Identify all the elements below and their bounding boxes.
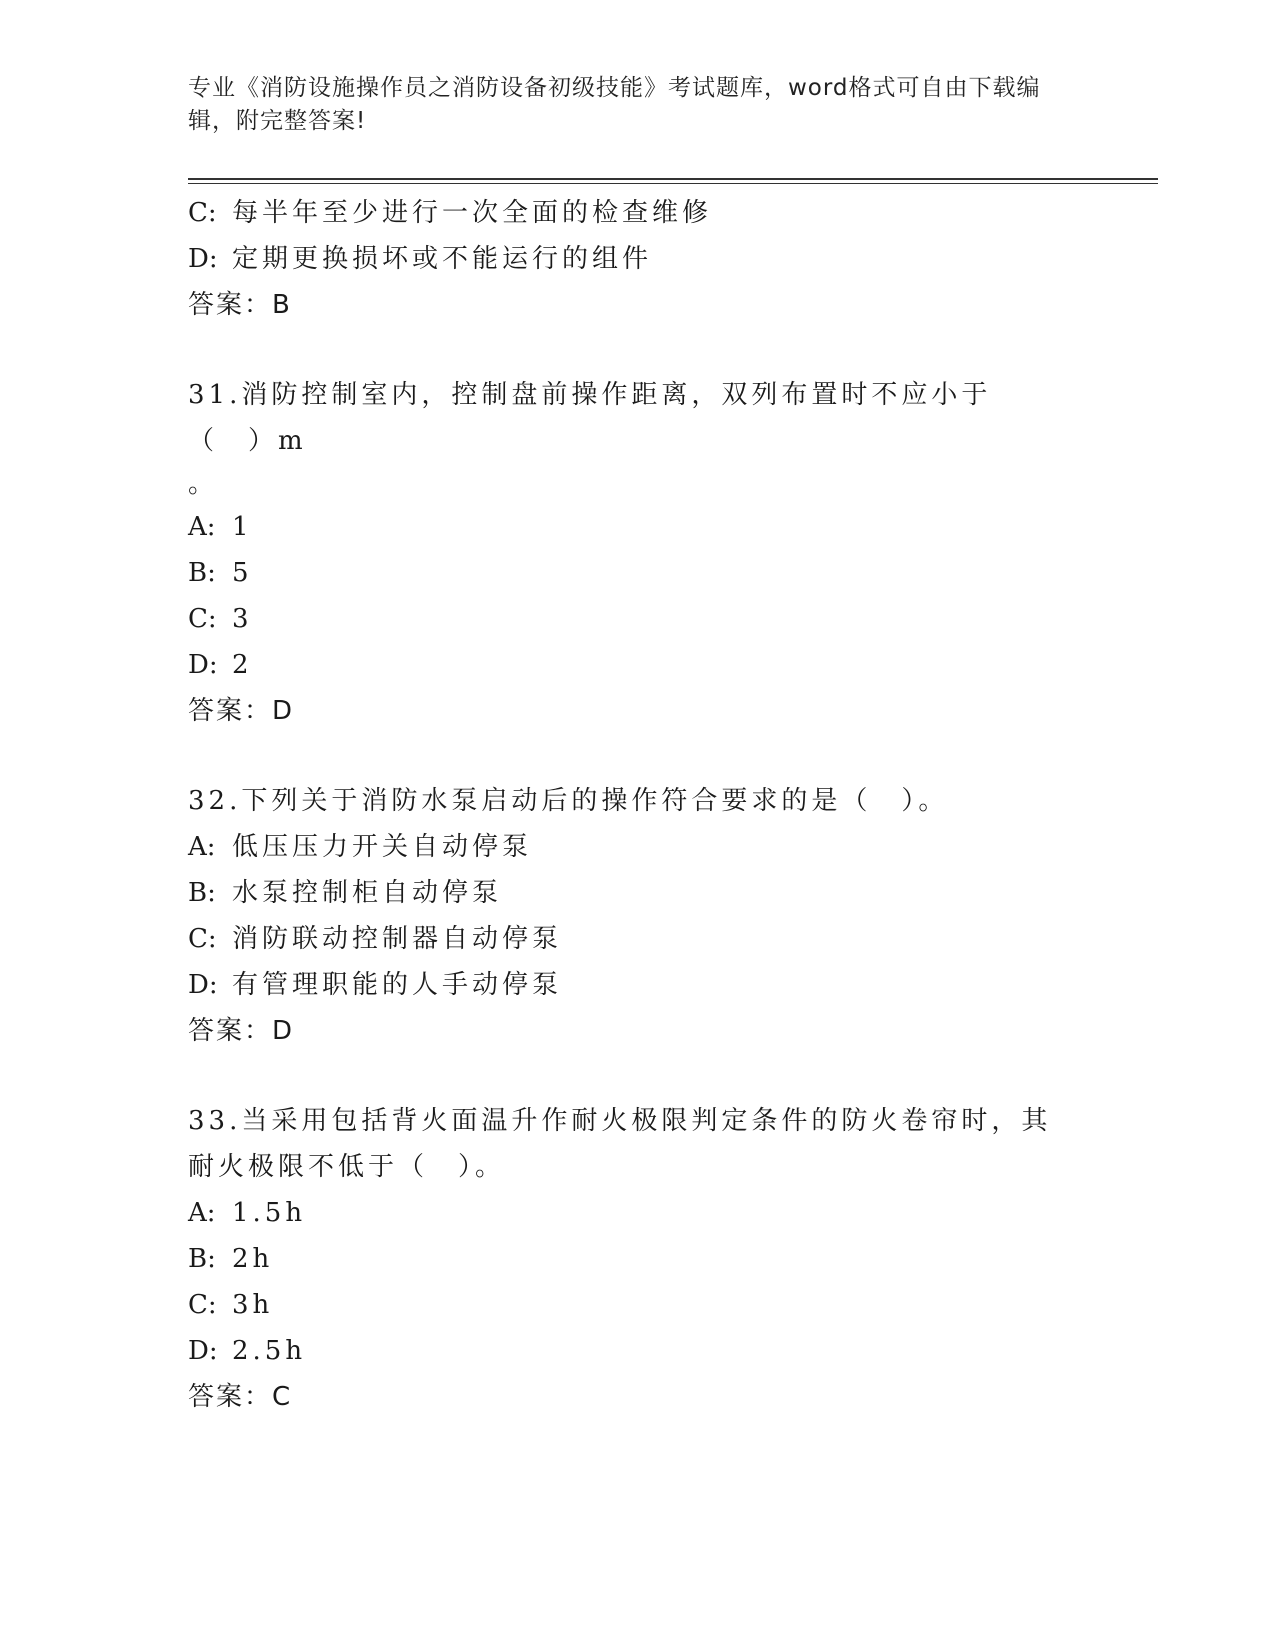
answer-line: 答案：C [188,1382,293,1412]
answer-line: 答案：B [188,290,292,320]
option-text: 水泵控制柜自动停泵 [232,878,503,908]
option-label: D: [188,244,218,274]
option-d [188,1328,1088,1374]
header-divider-thin [188,183,1158,184]
option-text: 2.5h [232,1336,307,1366]
option-label: D: [188,970,218,1000]
question-stem [188,372,1068,464]
option-a [188,824,1088,870]
question-text: 下列关于消防水泵启动后的操作符合要求的是（ ）。 [241,786,949,816]
option-text: 定期更换损坏或不能运行的组件 [232,244,653,274]
option-text: 2h [232,1244,274,1274]
question-33 [188,1098,1088,1420]
option-label: C: [188,604,217,634]
option-label: C: [188,1290,217,1320]
option-a [188,1190,1088,1236]
option-label: B: [188,558,216,588]
document-header: 专业《消防设施操作员之消防设备初级技能》考试题库，word格式可自由下载编辑，附完整答案! [188,75,1041,134]
option-b [188,1236,1088,1282]
option-text: 2 [232,650,253,680]
option-c [188,1282,1088,1328]
option-label: A: [188,512,216,542]
option-d [188,236,1088,282]
option-label: A: [188,1198,216,1228]
question-content [188,190,1088,1420]
option-text: 低压压力开关自动停泵 [232,832,533,862]
option-text: 每半年至少进行一次全面的检查维修 [232,198,713,228]
option-c [188,916,1088,962]
answer-line: 答案：D [188,696,295,726]
question-number: 33. [188,1106,242,1136]
option-label: B: [188,1244,216,1274]
option-d [188,642,1088,688]
option-text: 3h [232,1290,274,1320]
option-label: C: [188,924,217,954]
option-text: 3 [232,604,253,634]
question-32 [188,778,1088,1054]
question-stem-tail: 。 [188,469,215,499]
option-d [188,962,1088,1008]
option-text: 1 [232,512,253,542]
question-stem [188,778,1068,824]
question-text: 当采用包括背火面温升作耐火极限判定条件的防火卷帘时，其耐火极限不低于（ ）。 [188,1106,1052,1182]
option-label: C: [188,198,217,228]
question-text: 消防控制室内，控制盘前操作距离，双列布置时不应小于（ ）m [188,380,992,456]
option-label: D: [188,650,218,680]
option-c [188,596,1088,642]
option-b [188,870,1088,916]
previous-question-tail [188,190,1088,328]
option-c [188,190,1088,236]
option-label: B: [188,878,216,908]
question-number: 32. [188,786,242,816]
option-label: A: [188,832,216,862]
question-stem [188,1098,1068,1190]
option-label: D: [188,1336,218,1366]
question-31 [188,372,1088,734]
question-number: 31. [188,380,242,410]
option-text: 1.5h [232,1198,307,1228]
option-text: 有管理职能的人手动停泵 [232,970,563,1000]
answer-line: 答案：D [188,1016,295,1046]
option-text: 消防联动控制器自动停泵 [232,924,563,954]
header-divider-thick [188,178,1158,180]
option-b [188,550,1088,596]
option-text: 5 [232,558,253,588]
option-a [188,504,1088,550]
